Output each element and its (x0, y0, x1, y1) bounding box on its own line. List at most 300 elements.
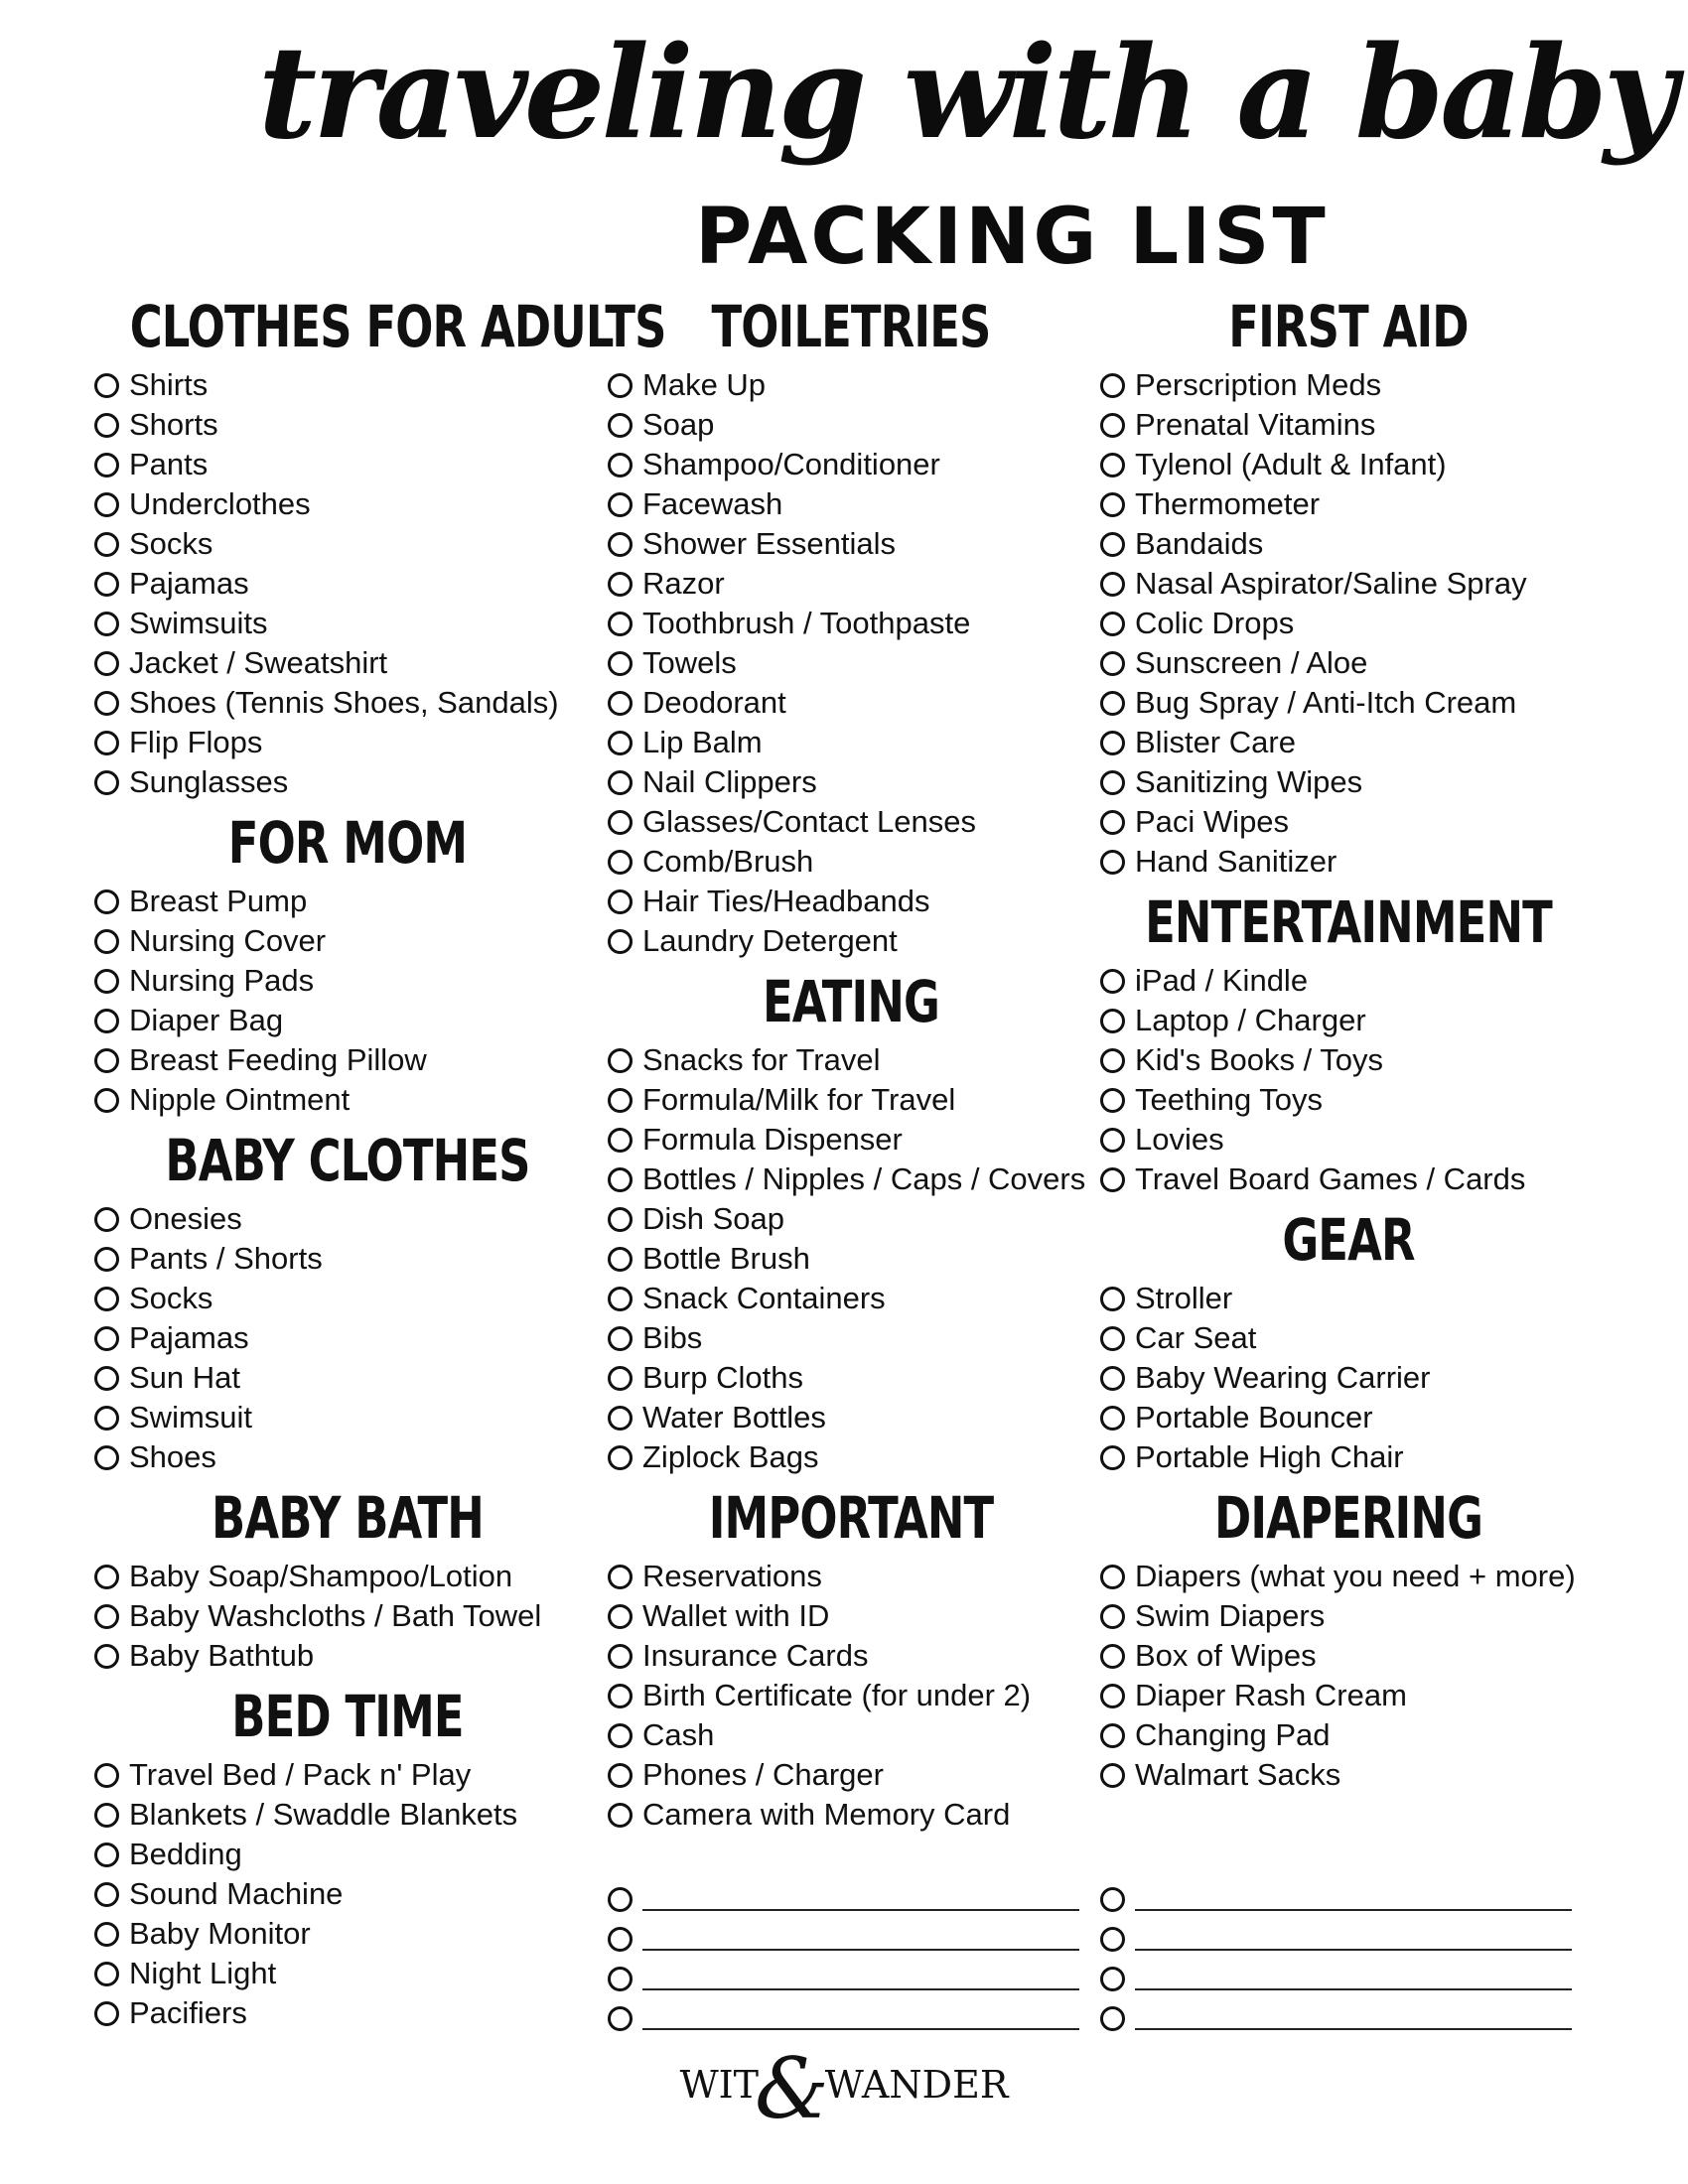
checkbox-circle-icon[interactable] (94, 731, 119, 755)
checkbox-circle-icon[interactable] (608, 1723, 633, 1748)
checklist-item[interactable] (608, 445, 1094, 484)
checklist-item[interactable] (1100, 564, 1597, 604)
checklist-item[interactable] (1100, 842, 1597, 882)
checklist-item[interactable] (94, 1358, 601, 1398)
checklist-item-label: Cash (642, 1717, 715, 1752)
checklist-item[interactable] (1100, 802, 1597, 842)
checklist-item[interactable] (608, 1596, 1094, 1636)
column-2 (608, 293, 1094, 1835)
checklist-item[interactable] (608, 1715, 1094, 1755)
checklist-item[interactable] (1100, 1358, 1597, 1398)
checklist-item[interactable] (1100, 524, 1597, 564)
checklist-item[interactable] (94, 882, 601, 921)
checklist-item-label: Baby Monitor (129, 1916, 311, 1951)
checklist-item[interactable] (94, 1001, 601, 1040)
checkbox-circle-icon[interactable] (1100, 810, 1125, 835)
checklist-item-label: Bug Spray / Anti-Itch Cream (1135, 685, 1517, 720)
section-title: EATING (762, 968, 940, 1035)
checklist-item[interactable] (1100, 1120, 1597, 1160)
checklist-item[interactable] (1100, 1636, 1597, 1676)
checklist-item[interactable] (94, 1398, 601, 1437)
checklist-item[interactable] (608, 1636, 1094, 1676)
blank-item[interactable] (608, 1959, 1079, 1998)
checklist-item-label: Shower Essentials (642, 526, 897, 561)
blank-line[interactable] (642, 1949, 1079, 1951)
checklist-item[interactable] (94, 1954, 601, 1993)
checkbox-circle-icon[interactable] (94, 1604, 119, 1629)
checklist-item[interactable] (94, 1755, 601, 1795)
blank-line[interactable] (1135, 1949, 1572, 1951)
checklist-item[interactable] (608, 1557, 1094, 1596)
checklist-item[interactable] (1100, 1160, 1597, 1199)
checklist-item[interactable] (94, 1874, 601, 1914)
checklist-item-label: Nursing Cover (129, 923, 327, 958)
checklist-item-label: Swim Diapers (1135, 1598, 1326, 1633)
checkbox-circle-icon[interactable] (1100, 1927, 1125, 1952)
checklist-item-label: Ziplock Bags (642, 1439, 819, 1474)
checkbox-circle-icon[interactable] (608, 1803, 633, 1828)
checkbox-circle-icon[interactable] (94, 929, 119, 954)
section-title: DIAPERING (1213, 1484, 1483, 1552)
brand-logo-left: WIT (679, 2063, 759, 2107)
checklist-item[interactable] (1100, 1715, 1597, 1755)
checklist-item[interactable] (1100, 365, 1597, 405)
checkbox-circle-icon[interactable] (1100, 1128, 1125, 1153)
checklist-item-label: Shoes (Tennis Shoes, Sandals) (129, 685, 559, 720)
checkbox-circle-icon[interactable] (608, 1445, 633, 1470)
checklist-item[interactable] (94, 445, 601, 484)
checkbox-circle-icon[interactable] (608, 1128, 633, 1153)
checklist-item[interactable] (1100, 1398, 1597, 1437)
checkbox-circle-icon[interactable] (1100, 572, 1125, 597)
checklist-item[interactable] (608, 365, 1094, 405)
checklist-item[interactable] (608, 842, 1094, 882)
checkbox-circle-icon[interactable] (608, 1763, 633, 1788)
checklist-item-label: Formula/Milk for Travel (642, 1082, 956, 1117)
checklist-item[interactable] (608, 405, 1094, 445)
checklist-item[interactable] (94, 961, 601, 1001)
checkbox-circle-icon[interactable] (608, 1565, 633, 1589)
checkbox-circle-icon[interactable] (608, 1167, 633, 1192)
blank-item[interactable] (1100, 1879, 1572, 1919)
checklist-item-label: Water Bottles (642, 1400, 826, 1434)
checkbox-circle-icon[interactable] (94, 492, 119, 517)
checkbox-circle-icon[interactable] (94, 1366, 119, 1391)
checklist-item[interactable] (1100, 683, 1597, 723)
checklist-item[interactable] (608, 484, 1094, 524)
brand-logo-right: WANDER (824, 2063, 1009, 2107)
checklist-item[interactable] (94, 1239, 601, 1279)
checklist-item-label: Pajamas (129, 1320, 249, 1355)
checkbox-circle-icon[interactable] (608, 1406, 633, 1431)
checklist-item-label: Diapers (what you need + more) (1135, 1559, 1576, 1593)
checklist-item[interactable] (94, 1557, 601, 1596)
checklist-item[interactable] (608, 723, 1094, 762)
checklist-item[interactable] (94, 643, 601, 683)
checklist-item-label: Soap (642, 407, 715, 442)
blank-item[interactable] (608, 1879, 1079, 1919)
section-title: FOR MOM (227, 809, 468, 877)
checklist-item[interactable] (94, 604, 601, 643)
checklist-item-label: Make Up (642, 367, 767, 402)
checkbox-circle-icon[interactable] (1100, 1604, 1125, 1629)
checklist-item[interactable] (608, 1437, 1094, 1477)
checklist-item-label: Camera with Memory Card (642, 1797, 1011, 1832)
checklist-item[interactable] (608, 1199, 1094, 1239)
blank-line[interactable] (1135, 2028, 1572, 2030)
checklist-item[interactable] (1100, 762, 1597, 802)
checkbox-circle-icon[interactable] (608, 1644, 633, 1669)
checkbox-circle-icon[interactable] (94, 1088, 119, 1113)
checklist-item[interactable] (94, 1636, 601, 1676)
checklist-item[interactable] (94, 484, 601, 524)
checklist-item[interactable] (1100, 1001, 1597, 1040)
checkbox-circle-icon[interactable] (1100, 453, 1125, 478)
checklist-item-label: Hand Sanitizer (1135, 844, 1337, 879)
checklist-item-label: Lip Balm (642, 725, 763, 759)
checkbox-circle-icon[interactable] (94, 1763, 119, 1788)
checklist-item[interactable] (1100, 484, 1597, 524)
checkbox-circle-icon[interactable] (608, 373, 633, 398)
checkbox-circle-icon[interactable] (94, 413, 119, 438)
checkbox-circle-icon[interactable] (1100, 850, 1125, 875)
checkbox-circle-icon[interactable] (608, 453, 633, 478)
checkbox-circle-icon[interactable] (608, 1684, 633, 1708)
checkbox-circle-icon[interactable] (1100, 1009, 1125, 1033)
checklist-item[interactable] (94, 564, 601, 604)
checkbox-circle-icon[interactable] (1100, 969, 1125, 994)
checkbox-circle-icon[interactable] (608, 929, 633, 954)
checklist-item-label: Night Light (129, 1956, 277, 1990)
checkbox-circle-icon[interactable] (608, 1604, 633, 1629)
checkbox-circle-icon[interactable] (1100, 770, 1125, 795)
checklist-item-label: Pajamas (129, 566, 249, 601)
checkbox-circle-icon[interactable] (1100, 1887, 1125, 1912)
checklist-item[interactable] (1100, 643, 1597, 683)
blank-line[interactable] (642, 1988, 1079, 1990)
checkbox-circle-icon[interactable] (1100, 1048, 1125, 1073)
checklist-item[interactable] (94, 1080, 601, 1120)
checklist-item[interactable] (608, 762, 1094, 802)
checklist-item-label: Baby Wearing Carrier (1135, 1360, 1431, 1395)
checklist-item-label: Nipple Ointment (129, 1082, 351, 1117)
blank-line[interactable] (1135, 1909, 1572, 1911)
checklist-item[interactable] (1100, 604, 1597, 643)
checklist-item-label: Diaper Bag (129, 1003, 284, 1037)
blank-line[interactable] (1135, 1988, 1572, 1990)
checklist-item[interactable] (94, 921, 601, 961)
checkbox-circle-icon[interactable] (94, 969, 119, 994)
checklist-item[interactable] (94, 1199, 601, 1239)
checkbox-circle-icon[interactable] (94, 1207, 119, 1232)
checkbox-circle-icon[interactable] (1100, 1684, 1125, 1708)
checklist-item-label: Travel Bed / Pack n' Play (129, 1757, 472, 1792)
checkbox-circle-icon[interactable] (608, 1366, 633, 1391)
blank-item[interactable] (1100, 1998, 1572, 2038)
checklist-item[interactable] (608, 643, 1094, 683)
checklist-item-label: Underclothes (129, 486, 311, 521)
checklist-item[interactable] (608, 882, 1094, 921)
checklist-item[interactable] (94, 1040, 601, 1080)
checklist-item-label: Baby Washcloths / Bath Towel (129, 1598, 542, 1633)
checkbox-circle-icon[interactable] (94, 770, 119, 795)
checkbox-circle-icon[interactable] (94, 1445, 119, 1470)
checklist-item[interactable] (94, 1835, 601, 1874)
checkbox-circle-icon[interactable] (608, 2006, 633, 2031)
checkbox-circle-icon[interactable] (1100, 1088, 1125, 1113)
checklist-item-label: Travel Board Games / Cards (1135, 1161, 1526, 1196)
checkbox-circle-icon[interactable] (94, 373, 119, 398)
checklist-item[interactable] (1100, 1557, 1597, 1596)
checklist-item[interactable] (1100, 1318, 1597, 1358)
checklist-item-label: Flip Flops (129, 725, 263, 759)
checkbox-circle-icon[interactable] (1100, 1445, 1125, 1470)
checklist-item-label: Phones / Charger (642, 1757, 884, 1792)
checklist-item[interactable] (1100, 1755, 1597, 1795)
checklist-item[interactable] (608, 1239, 1094, 1279)
checkbox-circle-icon[interactable] (94, 1326, 119, 1351)
checkbox-circle-icon[interactable] (608, 1207, 633, 1232)
checklist-item[interactable] (94, 1993, 601, 2033)
checklist-item-label: Breast Feeding Pillow (129, 1042, 427, 1077)
checklist-item-label: Nasal Aspirator/Saline Spray (1135, 566, 1527, 601)
checklist-item-label: Onesies (129, 1201, 242, 1236)
checklist-item[interactable] (608, 683, 1094, 723)
checklist-item[interactable] (608, 1755, 1094, 1795)
checklist-item-label: Sun Hat (129, 1360, 241, 1395)
checklist-item-label: Socks (129, 526, 213, 561)
checkbox-circle-icon[interactable] (94, 1843, 119, 1867)
checklist-item[interactable] (608, 1160, 1094, 1199)
checkbox-circle-icon[interactable] (1100, 413, 1125, 438)
checklist-item[interactable] (608, 802, 1094, 842)
checklist-item[interactable] (94, 1437, 601, 1477)
checkbox-circle-icon[interactable] (1100, 731, 1125, 755)
checklist-item[interactable] (94, 1279, 601, 1318)
checkbox-circle-icon[interactable] (94, 1406, 119, 1431)
checkbox-circle-icon[interactable] (608, 1326, 633, 1351)
checklist-item-label: Swimsuit (129, 1400, 253, 1434)
column-1 (94, 293, 666, 2033)
checkbox-circle-icon[interactable] (94, 453, 119, 478)
checkbox-circle-icon[interactable] (1100, 1967, 1125, 1991)
checkbox-circle-icon[interactable] (94, 691, 119, 716)
title-script: traveling with a baby (258, 19, 1674, 168)
checklist-item[interactable] (608, 1795, 1094, 1835)
checklist-item-label: Blister Care (1135, 725, 1296, 759)
checklist-item-label: iPad / Kindle (1135, 963, 1309, 998)
checklist-item-label: Sound Machine (129, 1876, 344, 1911)
blank-item[interactable] (1100, 1919, 1572, 1959)
checklist-item[interactable] (608, 1040, 1094, 1080)
checkbox-circle-icon[interactable] (1100, 1406, 1125, 1431)
checkbox-circle-icon[interactable] (94, 1247, 119, 1272)
section-title: BABY CLOTHES (165, 1127, 530, 1194)
checkbox-circle-icon[interactable] (1100, 651, 1125, 676)
checkbox-circle-icon[interactable] (1100, 1326, 1125, 1351)
checklist-item[interactable] (94, 723, 601, 762)
checkbox-circle-icon[interactable] (94, 1803, 119, 1828)
checklist-item[interactable] (608, 1398, 1094, 1437)
blank-line[interactable] (642, 1909, 1079, 1911)
checkbox-circle-icon[interactable] (608, 413, 633, 438)
checkbox-circle-icon[interactable] (608, 850, 633, 875)
checkbox-circle-icon[interactable] (608, 612, 633, 636)
checklist-item-label: Shoes (129, 1439, 216, 1474)
checklist-item-label: Walmart Sacks (1135, 1757, 1341, 1792)
checkbox-circle-icon[interactable] (608, 1048, 633, 1073)
checklist-item-label: Sunscreen / Aloe (1135, 645, 1368, 680)
checkbox-circle-icon[interactable] (608, 731, 633, 755)
checklist-item-label: Bibs (642, 1320, 703, 1355)
checklist-item[interactable] (1100, 961, 1597, 1001)
checklist-item[interactable] (608, 1279, 1094, 1318)
checklist-item-label: Bottle Brush (642, 1241, 810, 1276)
checklist-item[interactable] (608, 1676, 1094, 1715)
checklist-item-label: Bandaids (1135, 526, 1264, 561)
checklist-item[interactable] (1100, 1279, 1597, 1318)
checkbox-circle-icon[interactable] (608, 770, 633, 795)
checklist-item-label: Thermometer (1135, 486, 1321, 521)
blank-line[interactable] (642, 2028, 1079, 2030)
checkbox-circle-icon[interactable] (1100, 1287, 1125, 1311)
checklist-item[interactable] (608, 1120, 1094, 1160)
checklist-item[interactable] (1100, 1040, 1597, 1080)
checklist-item-label: Insurance Cards (642, 1638, 869, 1673)
brand-logo (679, 2040, 1009, 2137)
blank-item[interactable] (1100, 1959, 1572, 1998)
checklist-item[interactable] (94, 762, 601, 802)
checklist-item[interactable] (608, 921, 1094, 961)
checkbox-circle-icon[interactable] (94, 1287, 119, 1311)
checklist-item[interactable] (94, 683, 601, 723)
checklist-item-label: Teething Toys (1135, 1082, 1323, 1117)
checklist-item-label: Razor (642, 566, 725, 601)
checklist-item[interactable] (608, 564, 1094, 604)
checklist-item-label: Facewash (642, 486, 783, 521)
checklist-item-label: Bottles / Nipples / Caps / Covers (642, 1161, 1086, 1196)
checkbox-circle-icon[interactable] (94, 1962, 119, 1986)
checklist-item[interactable] (94, 365, 601, 405)
checklist-item-label: Comb/Brush (642, 844, 814, 879)
checklist-item[interactable] (608, 604, 1094, 643)
blank-item[interactable] (608, 1919, 1079, 1959)
checkbox-circle-icon[interactable] (94, 2001, 119, 2026)
checkbox-circle-icon[interactable] (608, 889, 633, 914)
checkbox-circle-icon[interactable] (1100, 373, 1125, 398)
checklist-item[interactable] (1100, 1080, 1597, 1120)
checklist-item[interactable] (1100, 723, 1597, 762)
checkbox-circle-icon[interactable] (94, 572, 119, 597)
checklist-item[interactable] (94, 1795, 601, 1835)
checkbox-circle-icon[interactable] (1100, 1565, 1125, 1589)
checkbox-circle-icon[interactable] (1100, 1723, 1125, 1748)
checkbox-circle-icon[interactable] (94, 1644, 119, 1669)
checkbox-circle-icon[interactable] (608, 1287, 633, 1311)
checkbox-circle-icon[interactable] (1100, 1366, 1125, 1391)
checkbox-circle-icon[interactable] (1100, 1763, 1125, 1788)
checkbox-circle-icon[interactable] (94, 889, 119, 914)
section-title: GEAR (1282, 1206, 1415, 1274)
checklist-item-label: Deodorant (642, 685, 786, 720)
checkbox-circle-icon[interactable] (94, 1565, 119, 1589)
checklist-item[interactable] (94, 1318, 601, 1358)
checklist-item[interactable] (94, 1914, 601, 1954)
checkbox-circle-icon[interactable] (94, 612, 119, 636)
checklist-item[interactable] (1100, 405, 1597, 445)
checkbox-circle-icon[interactable] (608, 1247, 633, 1272)
checklist-item-label: Pants (129, 447, 209, 481)
section-title: ENTERTAINMENT (1145, 888, 1552, 956)
checklist-item-label: Portable High Chair (1135, 1439, 1404, 1474)
checklist-item-label: Shirts (129, 367, 209, 402)
checkbox-circle-icon[interactable] (608, 492, 633, 517)
checklist-item-label: Reservations (642, 1559, 822, 1593)
section-title: IMPORTANT (708, 1484, 994, 1552)
checkbox-circle-icon[interactable] (608, 1088, 633, 1113)
checklist-item-label: Socks (129, 1281, 213, 1315)
checklist-item-label: Bedding (129, 1837, 242, 1871)
checkbox-circle-icon[interactable] (94, 1009, 119, 1033)
checkbox-circle-icon[interactable] (1100, 691, 1125, 716)
checklist-item[interactable] (1100, 445, 1597, 484)
checkbox-circle-icon[interactable] (608, 691, 633, 716)
checklist-item-label: Towels (642, 645, 737, 680)
checklist-item-label: Baby Soap/Shampoo/Lotion (129, 1559, 513, 1593)
checkbox-circle-icon[interactable] (1100, 1644, 1125, 1669)
checklist-item[interactable] (608, 524, 1094, 564)
checkbox-circle-icon[interactable] (608, 532, 633, 557)
checkbox-circle-icon[interactable] (94, 532, 119, 557)
checkbox-circle-icon[interactable] (1100, 492, 1125, 517)
checkbox-circle-icon[interactable] (608, 1887, 633, 1912)
checklist-item[interactable] (94, 524, 601, 564)
checkbox-circle-icon[interactable] (1100, 612, 1125, 636)
checkbox-circle-icon[interactable] (608, 572, 633, 597)
checkbox-circle-icon[interactable] (608, 1967, 633, 1991)
checklist-item[interactable] (608, 1080, 1094, 1120)
checkbox-circle-icon[interactable] (1100, 2006, 1125, 2031)
checklist-item-label: Snack Containers (642, 1281, 886, 1315)
checkbox-circle-icon[interactable] (1100, 532, 1125, 557)
checklist-item[interactable] (608, 1318, 1094, 1358)
checklist-item-label: Shorts (129, 407, 218, 442)
checklist-item[interactable] (608, 1358, 1094, 1398)
checkbox-circle-icon[interactable] (608, 651, 633, 676)
checklist-item-label: Blankets / Swaddle Blankets (129, 1797, 518, 1832)
checklist-item[interactable] (94, 405, 601, 445)
checkbox-circle-icon[interactable] (94, 651, 119, 676)
checklist-item-label: Changing Pad (1135, 1717, 1331, 1752)
checkbox-circle-icon[interactable] (94, 1048, 119, 1073)
checklist-item[interactable] (1100, 1596, 1597, 1636)
checklist-item-label: Laptop / Charger (1135, 1003, 1366, 1037)
checklist-item-label: Stroller (1135, 1281, 1233, 1315)
checklist-item-label: Swimsuits (129, 606, 268, 640)
checkbox-circle-icon[interactable] (608, 1927, 633, 1952)
checklist-item-label: Tylenol (Adult & Infant) (1135, 447, 1447, 481)
checklist-item[interactable] (1100, 1437, 1597, 1477)
checkbox-circle-icon[interactable] (1100, 1167, 1125, 1192)
checklist-item[interactable] (94, 1596, 601, 1636)
checklist-item[interactable] (1100, 1676, 1597, 1715)
blank-lines-column-2 (608, 1879, 1079, 2038)
checkbox-circle-icon[interactable] (608, 810, 633, 835)
checklist-item-label: Car Seat (1135, 1320, 1257, 1355)
checkbox-circle-icon[interactable] (94, 1922, 119, 1947)
checkbox-circle-icon[interactable] (94, 1882, 119, 1907)
blank-item[interactable] (608, 1998, 1079, 2038)
